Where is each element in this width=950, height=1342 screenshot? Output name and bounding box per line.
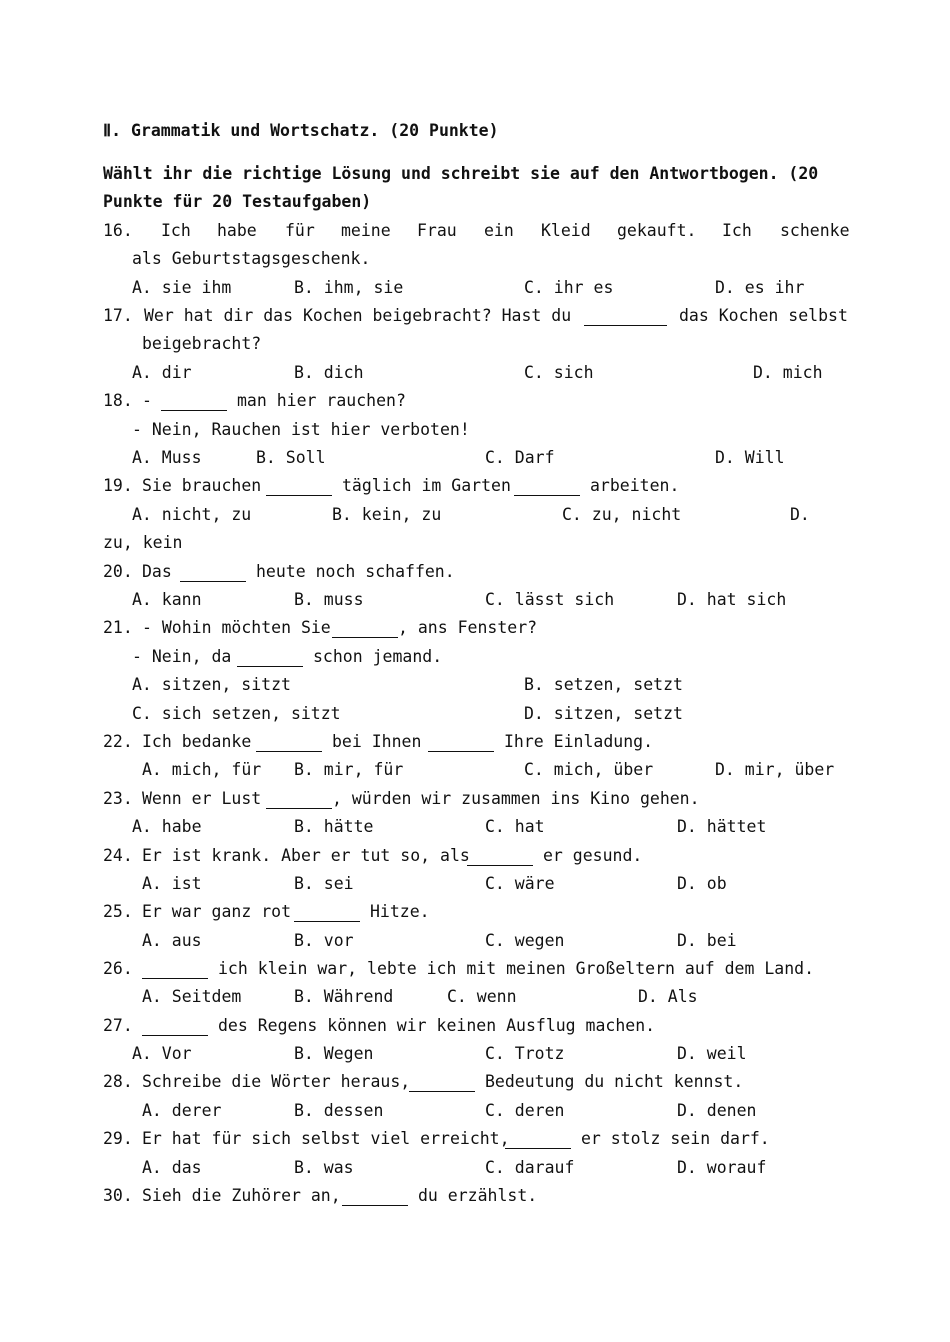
instruction-line-1: Wählt ihr die richtige Lösung und schreibt sie auf den Antwortbogen. (20	[103, 164, 819, 183]
word: Frau	[417, 221, 457, 240]
option-c: C. hat	[485, 817, 545, 836]
instruction-line-2: Punkte für 20 Testaufgaben)	[103, 192, 372, 211]
option-b: B. mir, für	[294, 760, 404, 779]
answer-blank	[342, 1189, 408, 1206]
question-text: Hitze.	[370, 902, 430, 921]
question-number: 22.	[103, 732, 133, 751]
question-text: Er hat für sich selbst viel erreicht,	[142, 1129, 510, 1148]
option-d: D. ob	[677, 874, 727, 893]
question-number: 30.	[103, 1186, 133, 1205]
option-d: D. Als	[638, 987, 698, 1006]
option-a: A. das	[142, 1158, 202, 1177]
question-text: Wenn er Lust	[142, 789, 262, 808]
question-text: Schreibe die Wörter heraus,	[142, 1072, 411, 1091]
answer-blank	[428, 735, 494, 752]
question-text: Ich bedanke	[142, 732, 252, 751]
question-number: 29.	[103, 1129, 133, 1148]
option-d: D. mir, über	[715, 760, 835, 779]
option-b: B. vor	[294, 931, 354, 950]
word: Kleid	[541, 221, 591, 240]
question-text: heute noch schaffen.	[256, 562, 455, 581]
question-text: du erzählst.	[418, 1186, 538, 1205]
answer-blank	[332, 621, 398, 638]
question-number: 19.	[103, 476, 133, 495]
option-b: B. kein, zu	[332, 505, 442, 524]
option-c: C. wäre	[485, 874, 555, 893]
option-a: A. Seitdem	[142, 987, 242, 1006]
question-text: täglich im Garten	[342, 476, 511, 495]
option-d: D. mich	[753, 363, 823, 382]
answer-blank	[142, 1019, 208, 1036]
option-d: D. hat sich	[677, 590, 787, 609]
option-d: D. Will	[715, 448, 785, 467]
option-a: A. sitzen, sitzt	[132, 675, 291, 694]
option-c: C. wenn	[447, 987, 517, 1006]
question-number: 28.	[103, 1072, 133, 1091]
option-b: B. ihm, sie	[294, 278, 404, 297]
question-text: des Regens können wir keinen Ausflug machen.	[218, 1016, 656, 1035]
option-c: C. sich	[524, 363, 594, 382]
option-c: C. Darf	[485, 448, 555, 467]
option-b: B. muss	[294, 590, 364, 609]
word: meine	[341, 221, 391, 240]
option-b: B. Während	[294, 987, 394, 1006]
option-d: D. worauf	[677, 1158, 767, 1177]
word: schenke	[780, 221, 850, 240]
question-number: 26.	[103, 959, 133, 978]
option-a: A. habe	[132, 817, 202, 836]
question-number: 25.	[103, 902, 133, 921]
answer-blank	[467, 849, 533, 866]
option-b: B. dich	[294, 363, 364, 382]
option-c: C. zu, nicht	[562, 505, 682, 524]
answer-blank	[266, 479, 332, 496]
word: Ich	[722, 221, 752, 240]
question-number: 23.	[103, 789, 133, 808]
word: gekauft.	[617, 221, 697, 240]
option-a: A. mich, für	[142, 760, 262, 779]
option-a: A. nicht, zu	[132, 505, 252, 524]
answer-blank	[266, 792, 332, 809]
answer-blank	[294, 905, 360, 922]
question-number: 20.	[103, 562, 133, 581]
option-c: C. Trotz	[485, 1044, 565, 1063]
question-number: 27.	[103, 1016, 133, 1035]
question-number: 24.	[103, 846, 133, 865]
question-text: Bedeutung du nicht kennst.	[485, 1072, 744, 1091]
question-number: 21.	[103, 618, 133, 637]
option-d-continued: zu, kein	[103, 533, 183, 552]
option-c: C. mich, über	[524, 760, 654, 779]
question-number: 16.	[103, 221, 133, 240]
question-text: Das	[142, 562, 172, 581]
option-b: B. sei	[294, 874, 354, 893]
word: habe	[217, 221, 257, 240]
question-text: Er war ganz rot	[142, 902, 292, 921]
question-text: Er ist krank. Aber er tut so, als	[142, 846, 470, 865]
answer-blank	[584, 309, 667, 326]
option-c: C. deren	[485, 1101, 565, 1120]
question-text-line-2: als Geburtstagsgeschenk.	[132, 249, 371, 268]
question-text: Wer hat dir das Kochen beigebracht? Hast du	[144, 306, 572, 325]
question-text: Ihre Einladung.	[504, 732, 654, 751]
option-a: A. sie ihm	[132, 278, 232, 297]
option-c: C. sich setzen, sitzt	[132, 704, 341, 723]
word: für	[285, 221, 315, 240]
option-d: D. hättet	[677, 817, 767, 836]
answer-blank	[180, 565, 246, 582]
question-text-line-2: - Nein, Rauchen ist hier verboten!	[132, 420, 470, 439]
answer-blank	[514, 479, 580, 496]
option-b: B. dessen	[294, 1101, 384, 1120]
option-b: B. hätte	[294, 817, 374, 836]
option-a: A. derer	[142, 1101, 222, 1120]
option-d: D.	[790, 505, 810, 524]
option-c: C. lässt sich	[485, 590, 615, 609]
word: Ich	[161, 221, 191, 240]
option-d: D. bei	[677, 931, 737, 950]
answer-blank	[256, 735, 322, 752]
option-a: A. dir	[132, 363, 192, 382]
question-text: man hier rauchen?	[237, 391, 406, 410]
answer-blank	[505, 1132, 571, 1149]
question-text: - Wohin möchten Sie	[142, 618, 331, 637]
option-b: B. Wegen	[294, 1044, 374, 1063]
question-text: Sie brauchen	[142, 476, 262, 495]
question-text: Sieh die Zuhörer an,	[142, 1186, 341, 1205]
option-d: D. sitzen, setzt	[524, 704, 683, 723]
option-a: A. Vor	[132, 1044, 192, 1063]
question-text: das Kochen selbst	[679, 306, 848, 325]
question-text-line-2: schon jemand.	[313, 647, 443, 666]
question-text: arbeiten.	[590, 476, 680, 495]
question-text: er stolz sein darf.	[581, 1129, 770, 1148]
question-text-line-2: beigebracht?	[142, 334, 262, 353]
question-text: ich klein war, lebte ich mit meinen Großeltern auf dem Land.	[218, 959, 815, 978]
section-title: Ⅱ. Grammatik und Wortschatz. (20 Punkte)	[103, 121, 499, 140]
answer-blank	[161, 394, 227, 411]
option-a: A. ist	[142, 874, 202, 893]
option-b: B. setzen, setzt	[524, 675, 683, 694]
question-text: bei Ihnen	[332, 732, 422, 751]
answer-blank	[409, 1075, 475, 1092]
answer-blank	[237, 650, 303, 667]
option-a: A. Muss	[132, 448, 202, 467]
option-c: C. darauf	[485, 1158, 575, 1177]
option-a: A. aus	[142, 931, 202, 950]
option-c: C. ihr es	[524, 278, 614, 297]
option-d: D. weil	[677, 1044, 747, 1063]
question-number: 17.	[103, 306, 133, 325]
word: ein	[484, 221, 514, 240]
option-b: B. Soll	[256, 448, 326, 467]
option-b: B. was	[294, 1158, 354, 1177]
answer-blank	[142, 962, 208, 979]
option-a: A. kann	[132, 590, 202, 609]
question-text: , würden wir zusammen ins Kino gehen.	[332, 789, 700, 808]
question-number: 18.	[103, 391, 133, 410]
question-text: , ans Fenster?	[398, 618, 538, 637]
option-d: D. denen	[677, 1101, 757, 1120]
option-d: D. es ihr	[715, 278, 805, 297]
question-text-line-2: - Nein, da	[132, 647, 232, 666]
option-c: C. wegen	[485, 931, 565, 950]
question-text: er gesund.	[543, 846, 643, 865]
question-text: -	[142, 391, 152, 410]
